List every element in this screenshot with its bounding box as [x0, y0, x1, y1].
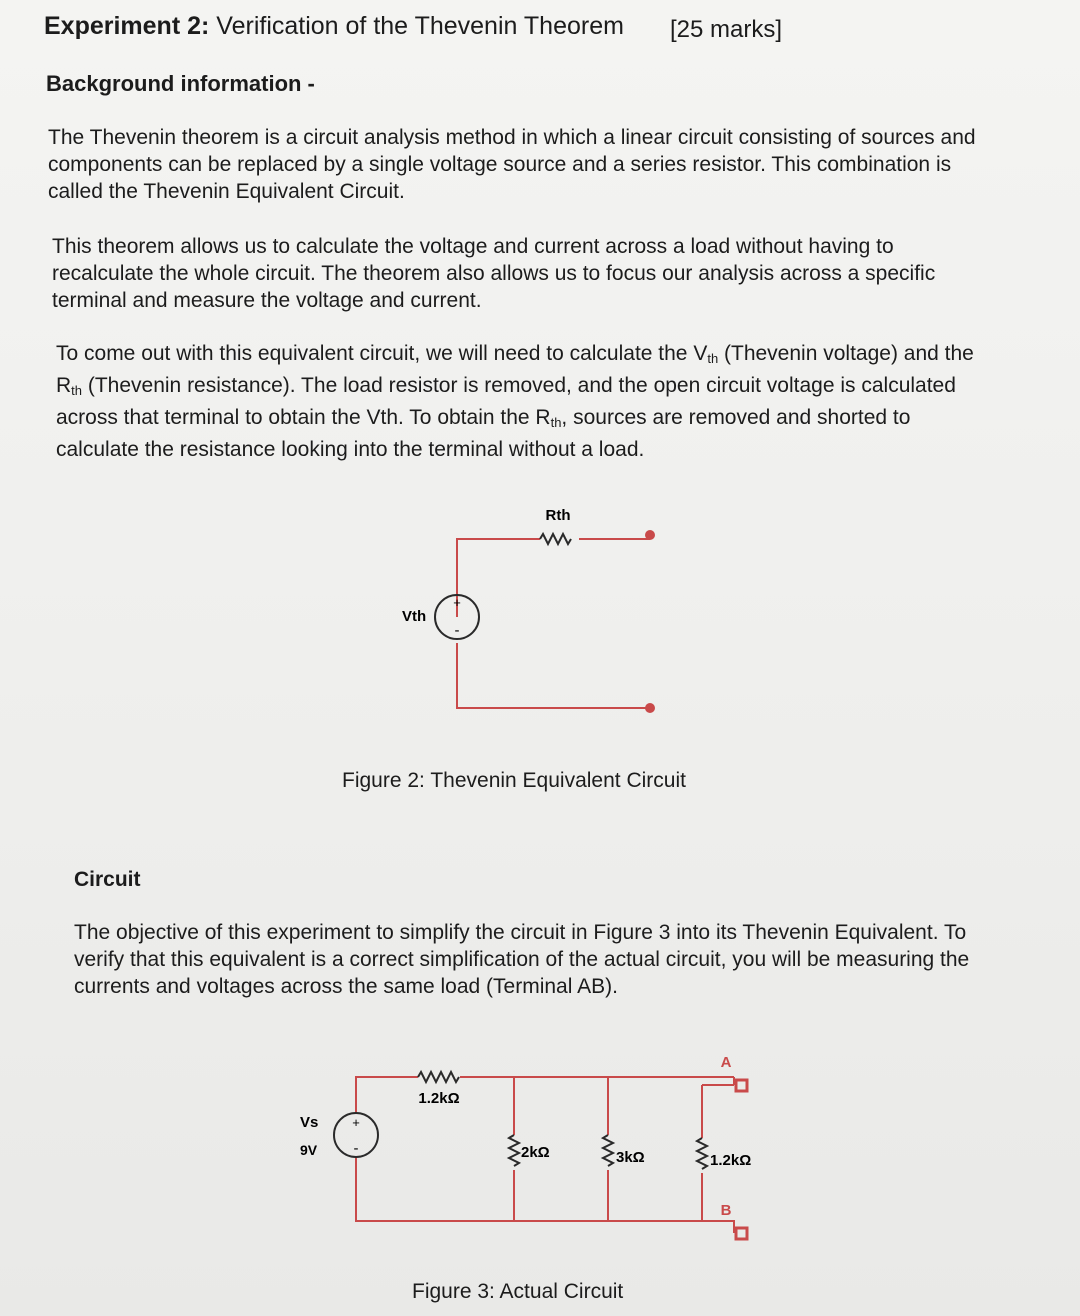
- background-paragraph-3: [56, 340, 996, 463]
- terminal-top-dot: [645, 530, 655, 540]
- circuit-paragraph: The objective of this experiment to simplify the circuit in Figure 3 into its Thevenin Equivalent. To verify that this equivalent is a correct simplification of the actual circuit, you will be measuring the currents and voltages across the same load (Terminal AB).: [74, 921, 970, 998]
- vth-label: Vth: [402, 608, 427, 625]
- p3-text-2: (Thevenin voltage) and the R: [56, 342, 974, 397]
- figure-2-caption: Figure 2: Thevenin Equivalent Circuit: [342, 769, 686, 792]
- vth-minus-sign: -: [454, 622, 460, 639]
- rth-label: Rth: [545, 507, 571, 524]
- r1-resistor-symbol: [418, 1072, 459, 1082]
- figure-2-wires: [454, 534, 650, 708]
- wire-bottom: [457, 643, 650, 708]
- figure-3-actual-circuit: [290, 1045, 780, 1275]
- terminal-a-label: A: [720, 1054, 732, 1071]
- experiment-title: Verification of the Thevenin Theorem: [216, 12, 624, 40]
- marks-label: [25 marks]: [670, 16, 783, 43]
- experiment-label: Experiment 2:: [44, 12, 210, 40]
- background-paragraph-1: The Thevenin theorem is a circuit analysis method in which a linear circuit consisting of sources and components can be replaced by a single voltage source and a series resistor. This combination is called the Thevenin Equivalent Circuit.: [48, 126, 976, 203]
- r2-resistor-symbol: [509, 1135, 519, 1166]
- terminal-b-label: B: [720, 1202, 732, 1219]
- wire-top-left: [457, 539, 540, 617]
- background-paragraph-2: This theorem allows us to calculate the voltage and current across a load without having to recalculate the whole circuit. The theorem also allows us to focus our analysis across a specific terminal and measure the voltage and current.: [52, 235, 936, 312]
- vs-label: Vs: [300, 1114, 319, 1131]
- vs-plus-sign: +: [352, 1115, 360, 1130]
- p3-sub-3: th: [550, 415, 562, 430]
- p3-sub-2: th: [71, 383, 83, 398]
- background-heading: Background information -: [46, 71, 315, 96]
- r3-label: 3kΩ: [616, 1149, 645, 1166]
- p3-sub-1: th: [707, 351, 719, 366]
- figure-2-thevenin-circuit: [380, 495, 680, 725]
- r2-label: 2kΩ: [521, 1144, 550, 1161]
- wire-left-top: [356, 1077, 418, 1113]
- terminal-a-square: [736, 1080, 747, 1091]
- r3-resistor-symbol: [603, 1135, 613, 1166]
- p3-text-4: , sources are removed and shorted to calculate the resistance looking into the terminal without a load.: [56, 406, 911, 461]
- page-title: [44, 12, 624, 41]
- wire-bottom-bus: [356, 1157, 734, 1233]
- vth-plus-sign: +: [453, 595, 461, 610]
- vs-minus-sign: -: [353, 1140, 359, 1157]
- vs-value: 9V: [300, 1142, 318, 1158]
- p3-text-1: To come out with this equivalent circuit, we will need to calculate the V: [56, 342, 708, 365]
- rth-resistor-symbol: [540, 534, 571, 544]
- p3-text-3: (Thevenin resistance). The load resistor is removed, and the open circuit voltage is calculated across that terminal to obtain the Vth. To obtain the R: [56, 374, 956, 429]
- rl-resistor-symbol: [697, 1138, 707, 1169]
- figure-3-caption: Figure 3: Actual Circuit: [412, 1280, 624, 1303]
- r1-label: 1.2kΩ: [418, 1090, 460, 1107]
- terminal-b-square: [736, 1228, 747, 1239]
- circuit-heading: Circuit: [74, 868, 141, 891]
- rl-label: 1.2kΩ: [710, 1152, 752, 1169]
- terminal-bottom-dot: [645, 703, 655, 713]
